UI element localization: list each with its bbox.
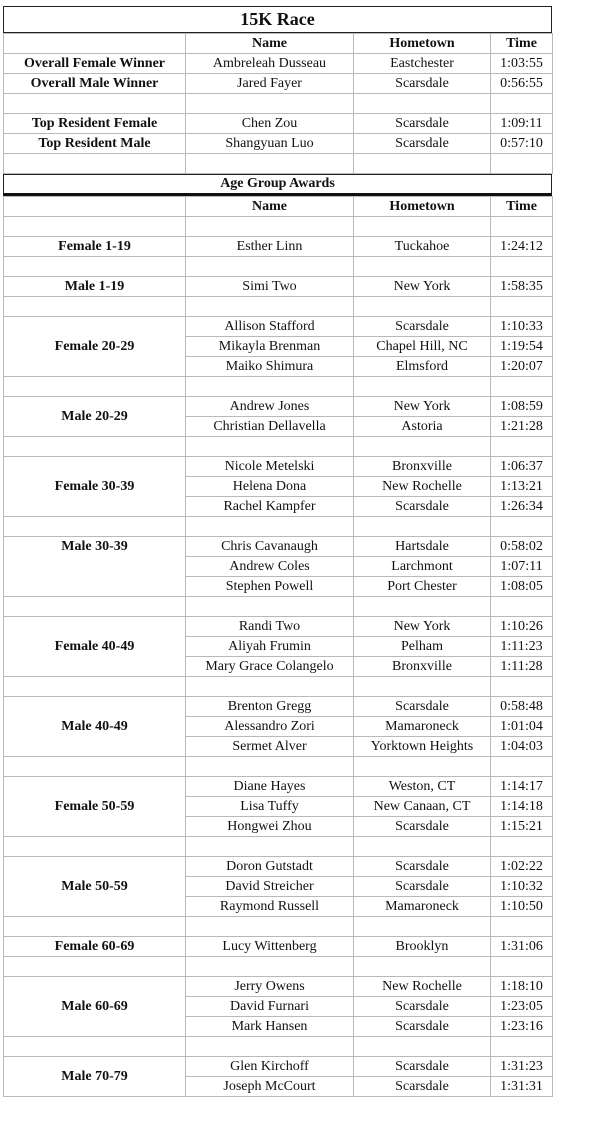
runner-time: 1:21:28: [491, 417, 553, 437]
runner-name: Ambreleah Dusseau: [186, 54, 354, 74]
runner-time: 1:14:18: [491, 797, 553, 817]
runner-time: 1:23:05: [491, 997, 553, 1017]
spacer-cell: [491, 437, 553, 457]
award-row: [4, 114, 553, 134]
age-group-row: [4, 697, 553, 717]
spacer-cell: [491, 597, 553, 617]
runner-name: Sermet Alver: [186, 737, 354, 757]
spacer-cell: [354, 837, 491, 857]
runner-name: Christian Dellavella: [186, 417, 354, 437]
runner-time: 1:06:37: [491, 457, 553, 477]
runner-time: 1:15:21: [491, 817, 553, 837]
spacer-cell: [186, 154, 354, 174]
race-title: 15K Race: [3, 6, 552, 33]
runner-name: Hongwei Zhou: [186, 817, 354, 837]
column-header-name: Name: [186, 197, 354, 217]
runner-name: Rachel Kampfer: [186, 497, 354, 517]
spacer-cell: [491, 757, 553, 777]
runner-time: 1:07:11: [491, 557, 553, 577]
award-row: [4, 74, 553, 94]
runner-hometown: Mamaroneck: [354, 897, 491, 917]
runner-hometown: Bronxville: [354, 457, 491, 477]
runner-name: Aliyah Frumin: [186, 637, 354, 657]
spacer-cell: [354, 154, 491, 174]
column-header-hometown: Hometown: [354, 34, 491, 54]
runner-time: 0:58:02: [491, 537, 553, 557]
spacer-cell: [354, 377, 491, 397]
spacer-cell: [4, 437, 186, 457]
runner-time: 1:10:26: [491, 617, 553, 637]
runner-time: 1:18:10: [491, 977, 553, 997]
runner-hometown: Elmsford: [354, 357, 491, 377]
spacer-cell: [491, 217, 553, 237]
spacer-cell: [354, 297, 491, 317]
spacer-row: [4, 257, 553, 277]
spacer-cell: [4, 297, 186, 317]
spacer-cell: [491, 154, 553, 174]
runner-hometown: New Rochelle: [354, 977, 491, 997]
runner-hometown: Larchmont: [354, 557, 491, 577]
spacer-cell: [186, 217, 354, 237]
runner-hometown: Scarsdale: [354, 877, 491, 897]
runner-hometown: Port Chester: [354, 577, 491, 597]
spacer-row: [4, 217, 553, 237]
runner-name: Chen Zou: [186, 114, 354, 134]
age-group-section-title: Age Group Awards: [3, 174, 552, 196]
age-group-row: [4, 317, 553, 337]
age-group-label: Female 40-49: [4, 617, 186, 677]
spacer-cell: [354, 437, 491, 457]
spacer-cell: [491, 297, 553, 317]
runner-time: 1:08:05: [491, 577, 553, 597]
runner-name: Stephen Powell: [186, 577, 354, 597]
runner-time: 1:03:55: [491, 54, 553, 74]
runner-name: Chris Cavanaugh: [186, 537, 354, 557]
spacer-row: [4, 677, 553, 697]
runner-hometown: Yorktown Heights: [354, 737, 491, 757]
runner-hometown: Scarsdale: [354, 697, 491, 717]
age-group-row: [4, 537, 553, 557]
spacer-row: [4, 957, 553, 977]
spacer-cell: [354, 757, 491, 777]
spacer-row: [4, 154, 553, 174]
runner-name: Maiko Shimura: [186, 357, 354, 377]
runner-time: 1:04:03: [491, 737, 553, 757]
spacer-row: [4, 297, 553, 317]
spacer-cell: [4, 154, 186, 174]
runner-name: Nicole Metelski: [186, 457, 354, 477]
age-group-row: [4, 457, 553, 477]
spacer-cell: [491, 677, 553, 697]
column-header-time: Time: [491, 197, 553, 217]
runner-hometown: Scarsdale: [354, 817, 491, 837]
runner-name: Brenton Gregg: [186, 697, 354, 717]
age-group-label: Female 30-39: [4, 457, 186, 517]
runner-hometown: Scarsdale: [354, 497, 491, 517]
spacer-cell: [354, 94, 491, 114]
runner-hometown: Scarsdale: [354, 114, 491, 134]
spacer-cell: [354, 1037, 491, 1057]
runner-hometown: Hartsdale: [354, 537, 491, 557]
spacer-cell: [491, 957, 553, 977]
runner-name: Mark Hansen: [186, 1017, 354, 1037]
runner-time: 1:10:32: [491, 877, 553, 897]
runner-name: Lisa Tuffy: [186, 797, 354, 817]
age-group-row: [4, 397, 553, 417]
spacer-cell: [186, 917, 354, 937]
age-group-label: Male 50-59: [4, 857, 186, 917]
runner-name: Jerry Owens: [186, 977, 354, 997]
age-group-label: Male 60-69: [4, 977, 186, 1037]
spacer-cell: [354, 917, 491, 937]
age-group-row: [4, 237, 553, 257]
spacer-cell: [4, 94, 186, 114]
age-group-label: Male 70-79: [4, 1057, 186, 1097]
runner-hometown: New York: [354, 617, 491, 637]
runner-hometown: Astoria: [354, 417, 491, 437]
award-label: Overall Female Winner: [4, 54, 186, 74]
spacer-cell: [491, 1037, 553, 1057]
spacer-cell: [4, 1037, 186, 1057]
runner-time: 1:31:23: [491, 1057, 553, 1077]
spacer-row: [4, 517, 553, 537]
spacer-cell: [354, 677, 491, 697]
award-row: [4, 134, 553, 154]
age-group-row: [4, 857, 553, 877]
runner-name: Doron Gutstadt: [186, 857, 354, 877]
header-blank: [4, 34, 186, 54]
overall-results-table: [3, 33, 553, 174]
spacer-cell: [186, 837, 354, 857]
runner-name: Mikayla Brenman: [186, 337, 354, 357]
runner-hometown: Scarsdale: [354, 134, 491, 154]
runner-time: 1:13:21: [491, 477, 553, 497]
runner-hometown: New Rochelle: [354, 477, 491, 497]
runner-hometown: Tuckahoe: [354, 237, 491, 257]
runner-time: 1:31:06: [491, 937, 553, 957]
runner-name: David Streicher: [186, 877, 354, 897]
age-group-row: [4, 777, 553, 797]
runner-time: 0:57:10: [491, 134, 553, 154]
spacer-cell: [491, 257, 553, 277]
age-group-row: [4, 937, 553, 957]
runner-hometown: Weston, CT: [354, 777, 491, 797]
runner-hometown: Pelham: [354, 637, 491, 657]
runner-name: Helena Dona: [186, 477, 354, 497]
spacer-cell: [354, 597, 491, 617]
runner-name: Glen Kirchoff: [186, 1057, 354, 1077]
runner-time: 1:09:11: [491, 114, 553, 134]
runner-time: 1:20:07: [491, 357, 553, 377]
header-row: [4, 34, 553, 54]
runner-hometown: Scarsdale: [354, 1017, 491, 1037]
spacer-row: [4, 597, 553, 617]
runner-time: 1:10:50: [491, 897, 553, 917]
age-group-label: Male 40-49: [4, 697, 186, 757]
spacer-cell: [354, 957, 491, 977]
spacer-row: [4, 377, 553, 397]
runner-name: Jared Fayer: [186, 74, 354, 94]
age-group-row: [4, 1057, 553, 1077]
runner-name: Lucy Wittenberg: [186, 937, 354, 957]
spacer-cell: [4, 837, 186, 857]
award-label: Top Resident Female: [4, 114, 186, 134]
runner-name: Simi Two: [186, 277, 354, 297]
spacer-cell: [186, 257, 354, 277]
age-group-label: Female 1-19: [4, 237, 186, 257]
spacer-row: [4, 837, 553, 857]
spacer-cell: [4, 517, 186, 537]
spacer-cell: [186, 757, 354, 777]
runner-name: Alessandro Zori: [186, 717, 354, 737]
header-blank: [4, 197, 186, 217]
runner-time: 1:26:34: [491, 497, 553, 517]
runner-name: Shangyuan Luo: [186, 134, 354, 154]
spacer-cell: [186, 437, 354, 457]
spacer-row: [4, 94, 553, 114]
column-header-hometown: Hometown: [354, 197, 491, 217]
column-header-time: Time: [491, 34, 553, 54]
runner-hometown: New York: [354, 277, 491, 297]
spacer-cell: [4, 957, 186, 977]
runner-hometown: Chapel Hill, NC: [354, 337, 491, 357]
runner-name: Randi Two: [186, 617, 354, 637]
age-group-label: Female 60-69: [4, 937, 186, 957]
runner-time: 1:02:22: [491, 857, 553, 877]
award-label: Overall Male Winner: [4, 74, 186, 94]
runner-hometown: Brooklyn: [354, 937, 491, 957]
award-label: Top Resident Male: [4, 134, 186, 154]
spacer-cell: [186, 677, 354, 697]
runner-time: 1:24:12: [491, 237, 553, 257]
spacer-row: [4, 757, 553, 777]
spacer-cell: [4, 217, 186, 237]
runner-name: Raymond Russell: [186, 897, 354, 917]
runner-time: 0:58:48: [491, 697, 553, 717]
spacer-cell: [4, 677, 186, 697]
runner-hometown: Scarsdale: [354, 74, 491, 94]
runner-time: 1:08:59: [491, 397, 553, 417]
runner-hometown: Scarsdale: [354, 997, 491, 1017]
runner-name: Allison Stafford: [186, 317, 354, 337]
age-group-label: Male 20-29: [4, 397, 186, 437]
age-group-label: Female 20-29: [4, 317, 186, 377]
spacer-cell: [186, 517, 354, 537]
runner-hometown: Scarsdale: [354, 317, 491, 337]
spacer-cell: [354, 517, 491, 537]
runner-time: 1:31:31: [491, 1077, 553, 1097]
runner-hometown: Eastchester: [354, 54, 491, 74]
runner-time: 0:56:55: [491, 74, 553, 94]
spacer-cell: [4, 377, 186, 397]
age-group-label: Male 30-39: [4, 537, 186, 597]
age-group-row: [4, 617, 553, 637]
runner-name: Esther Linn: [186, 237, 354, 257]
spacer-cell: [491, 917, 553, 937]
spacer-row: [4, 437, 553, 457]
runner-hometown: New Canaan, CT: [354, 797, 491, 817]
runner-time: 1:58:35: [491, 277, 553, 297]
spacer-cell: [491, 517, 553, 537]
award-row: [4, 54, 553, 74]
spacer-cell: [354, 257, 491, 277]
runner-hometown: Mamaroneck: [354, 717, 491, 737]
age-group-row: [4, 977, 553, 997]
spacer-cell: [186, 597, 354, 617]
runner-time: 1:01:04: [491, 717, 553, 737]
runner-time: 1:11:28: [491, 657, 553, 677]
age-group-row: [4, 277, 553, 297]
spacer-cell: [186, 297, 354, 317]
runner-hometown: New York: [354, 397, 491, 417]
runner-name: Mary Grace Colangelo: [186, 657, 354, 677]
runner-name: Andrew Jones: [186, 397, 354, 417]
spacer-row: [4, 1037, 553, 1057]
age-group-label: Female 50-59: [4, 777, 186, 837]
spacer-cell: [4, 917, 186, 937]
runner-time: 1:19:54: [491, 337, 553, 357]
spacer-cell: [4, 757, 186, 777]
runner-time: 1:10:33: [491, 317, 553, 337]
runner-time: 1:23:16: [491, 1017, 553, 1037]
header-row: [4, 197, 553, 217]
spacer-cell: [491, 94, 553, 114]
spacer-cell: [186, 957, 354, 977]
runner-name: Joseph McCourt: [186, 1077, 354, 1097]
spacer-cell: [491, 377, 553, 397]
runner-time: 1:11:23: [491, 637, 553, 657]
spacer-cell: [4, 597, 186, 617]
column-header-name: Name: [186, 34, 354, 54]
runner-name: Diane Hayes: [186, 777, 354, 797]
runner-time: 1:14:17: [491, 777, 553, 797]
results-document: [3, 6, 552, 1097]
runner-hometown: Scarsdale: [354, 1077, 491, 1097]
spacer-cell: [354, 217, 491, 237]
spacer-row: [4, 917, 553, 937]
runner-hometown: Bronxville: [354, 657, 491, 677]
spacer-cell: [186, 377, 354, 397]
runner-hometown: Scarsdale: [354, 1057, 491, 1077]
spacer-cell: [4, 257, 186, 277]
runner-name: Andrew Coles: [186, 557, 354, 577]
spacer-cell: [186, 1037, 354, 1057]
age-group-label: Male 1-19: [4, 277, 186, 297]
spacer-cell: [186, 94, 354, 114]
runner-name: David Furnari: [186, 997, 354, 1017]
spacer-cell: [491, 837, 553, 857]
runner-hometown: Scarsdale: [354, 857, 491, 877]
age-group-table: [3, 196, 553, 1097]
